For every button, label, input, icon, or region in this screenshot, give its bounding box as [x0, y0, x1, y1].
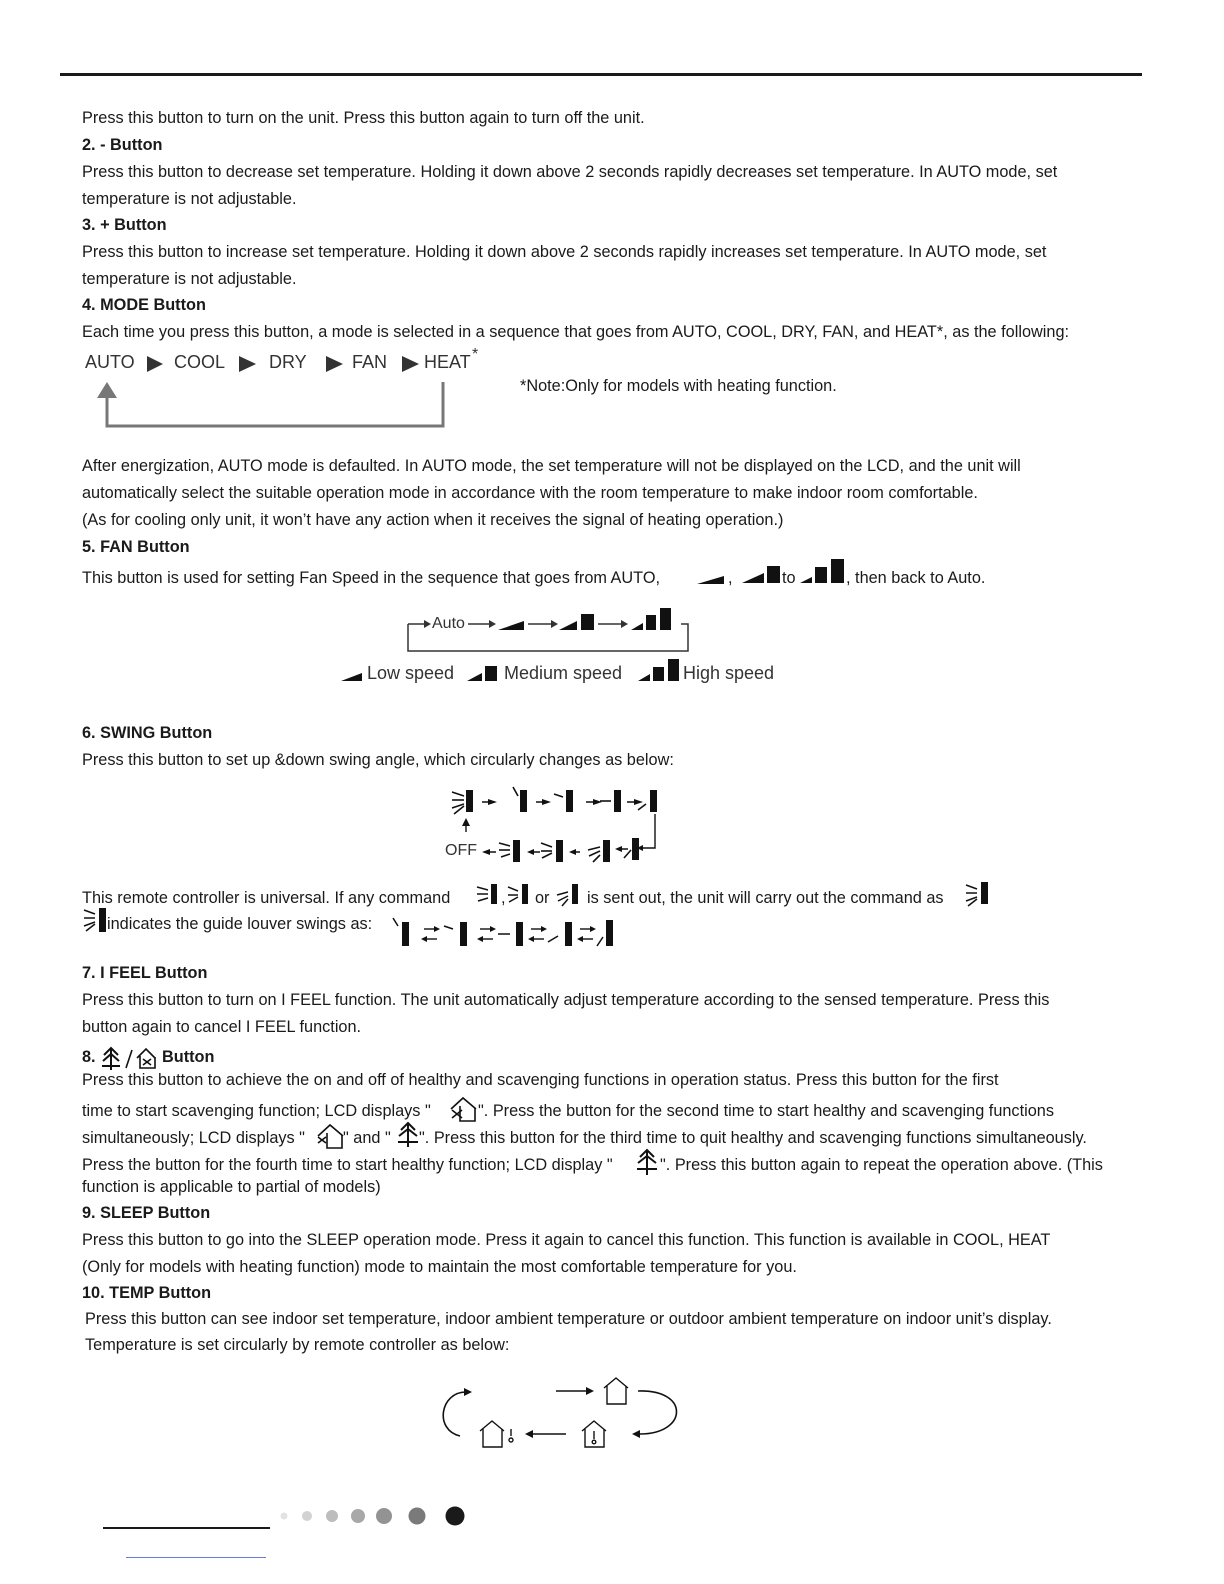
mode-return-line	[107, 382, 443, 426]
footer-rule	[103, 1527, 270, 1529]
louver-pos3-icon	[498, 922, 523, 946]
mode-text-2: After energization, AUTO mode is defaulted. In AUTO mode, the set temperature will not be displayed on the LCD, and the unit will	[82, 457, 1021, 475]
footer-link-rule	[126, 1557, 266, 1558]
health-text-3a: simultaneously; LCD displays "	[82, 1129, 305, 1147]
ifeel-text-2: button again to cancel I FEEL function.	[82, 1018, 362, 1036]
louver-pos1-icon	[393, 918, 409, 946]
page-progress-dots	[276, 1504, 476, 1528]
ifeel-button-heading: 7. I FEEL Button	[82, 964, 208, 982]
cmd-lower-icon	[557, 884, 578, 906]
fan-medium-icon	[742, 566, 780, 583]
mode-arrow-2-icon	[239, 356, 256, 372]
minus-text-2: temperature is not adjustable.	[82, 190, 297, 208]
health-text-2b: ". Press the button for the second time to start healthy and scavenging functions	[478, 1102, 1054, 1120]
temp-text-2: Temperature is set circularly by remote controller as below:	[85, 1336, 510, 1354]
temp-text-1: Press this button can see indoor set temperature, indoor ambient temperature or outdoor ambient temperature on indoor unit’s display.	[85, 1310, 1052, 1328]
sleep-text-1: Press this button to go into the SLEEP operation mode. Press it again to cancel this function. This function is available in COOL, HEAT	[82, 1231, 1051, 1249]
plus-text-2: temperature is not adjustable.	[82, 270, 297, 288]
ifeel-text-1: Press this button to turn on I FEEL function. The unit automatically adjust temperature according to the sensed temperature. Press this	[82, 991, 1050, 1009]
fan-comma: ,	[728, 569, 733, 587]
healthy-tree-icon	[102, 1048, 120, 1070]
louver-pos2-icon	[444, 922, 467, 946]
lcd-scavenging-icon	[451, 1098, 476, 1121]
health-text-4a: Press the button for the fourth time to start healthy function; LCD display "	[82, 1156, 613, 1174]
legend-low-label: Low speed	[367, 663, 455, 683]
louver-pos4-icon	[548, 922, 572, 946]
swing-comma: ,	[501, 889, 506, 907]
mode-cool: COOL	[174, 352, 226, 372]
swing-pos2-icon	[554, 790, 573, 812]
mode-heat: HEAT	[424, 352, 471, 372]
mode-button-heading: 4. MODE Button	[82, 296, 206, 314]
mode-arrow-4-icon	[402, 356, 419, 372]
mode-text-3: automatically select the suitable operation mode in accordance with the room temperature to make indoor room comfortable.	[82, 484, 978, 502]
health-text-1: Press this button to achieve the on and off of healthy and scavenging functions in operation status. Press this button for the first	[82, 1071, 999, 1089]
swing-mid-icon	[499, 840, 520, 862]
health-text-4b: ". Press this button again to repeat the operation above. (This	[660, 1156, 1103, 1174]
cmd-upper-icon	[508, 884, 528, 904]
health-text-3b: " and "	[343, 1129, 391, 1147]
swing-off-label: OFF	[445, 842, 477, 859]
swing-lower-icon	[588, 840, 610, 862]
fan-to: to	[782, 569, 796, 587]
swing-text-1: Press this button to set up &down swing angle, which circularly changes as below:	[82, 751, 674, 769]
fan-high-icon	[800, 559, 844, 583]
health-text-2a: time to start scavenging function; LCD displays "	[82, 1102, 431, 1120]
indoor-temp-house-icon	[582, 1421, 606, 1447]
fan-cycle-auto: Auto	[432, 615, 465, 632]
outdoor-temp-house-icon	[480, 1421, 513, 1447]
swing-upper-icon	[541, 840, 563, 862]
fan-button-heading: 5. FAN Button	[82, 538, 190, 556]
set-temp-house-icon	[604, 1378, 628, 1404]
sleep-text-2: (Only for models with heating function) mode to maintain the most comfortable temperature for you.	[82, 1258, 797, 1276]
sleep-button-heading: 9. SLEEP Button	[82, 1204, 211, 1222]
cycle-medium-icon	[559, 614, 594, 630]
health-button-heading: Button	[162, 1048, 215, 1066]
cmd-full-icon	[966, 882, 988, 906]
minus-text-1: Press this button to decrease set temperature. Holding it down above 2 seconds rapidly decreases set temperature. In AUTO mode, set	[82, 163, 1058, 181]
swing-pos1-icon	[513, 787, 527, 812]
mode-auto: AUTO	[85, 352, 135, 372]
fan-text-1b: , then back to Auto.	[846, 569, 986, 587]
fan-text-1a: This button is used for setting Fan Speed in the sequence that goes from AUTO,	[82, 569, 661, 587]
cmd-mid-icon	[477, 884, 497, 904]
lcd-healthy-tree-icon	[637, 1150, 657, 1175]
cycle-low-icon	[498, 621, 524, 630]
plus-button-heading: 3. + Button	[82, 216, 167, 234]
lcd-both-house-icon	[318, 1125, 343, 1148]
mode-fan: FAN	[352, 352, 388, 372]
swing-text-3: indicates the guide louver swings as:	[107, 915, 373, 933]
fan-low-icon	[697, 576, 724, 584]
louver-pos5-icon	[597, 920, 613, 946]
swing-down-icon	[624, 838, 639, 860]
mode-text-1: Each time you press this button, a mode is selected in a sequence that goes from AUTO, COOL, DRY, FAN, and HEAT*, as the following:	[82, 323, 1070, 341]
minus-button-heading: 2. - Button	[82, 136, 163, 154]
legend-medium-icon	[467, 666, 497, 681]
mode-arrow-3-icon	[326, 356, 343, 372]
mode-dry: DRY	[269, 352, 307, 372]
lcd-both-tree-icon	[398, 1123, 418, 1147]
louver-full-icon	[84, 908, 106, 932]
legend-high-icon	[638, 659, 679, 681]
health-button-num: 8.	[82, 1048, 96, 1066]
power-text: Press this button to turn on the unit. Press this button again to turn off the unit.	[82, 109, 645, 127]
swing-pos3-icon	[600, 790, 621, 812]
cycle-high-icon	[631, 608, 671, 630]
legend-low-icon	[341, 673, 362, 681]
health-text-3c: ". Press this button for the third time to quit healthy and scavenging functions simultaneously.	[419, 1129, 1087, 1147]
mode-heat-star: *	[472, 346, 479, 363]
swing-or: or	[535, 889, 550, 907]
swing-full-icon	[452, 790, 473, 814]
legend-high-label: High speed	[683, 663, 775, 683]
swing-text-2a: This remote controller is universal. If any command	[82, 889, 451, 907]
scavenging-house-icon	[137, 1049, 155, 1068]
mode-note: *Note:Only for models with heating function.	[520, 377, 837, 395]
swing-pos4-icon	[638, 790, 657, 812]
mode-return-arrow-icon	[97, 382, 117, 398]
legend-medium-label: Medium speed	[504, 663, 623, 683]
temp-button-heading: 10. TEMP Button	[82, 1284, 212, 1302]
swing-button-heading: 6. SWING Button	[82, 724, 213, 742]
plus-text-1: Press this button to increase set temperature. Holding it down above 2 seconds rapidly increases set temperature. In AUTO mode, set	[82, 243, 1047, 261]
health-text-5: function is applicable to partial of models)	[82, 1178, 381, 1196]
mode-arrow-1-icon	[147, 356, 163, 372]
swing-text-2b: is sent out, the unit will carry out the command as	[587, 889, 944, 907]
mode-text-4: (As for cooling only unit, it won’t have any action when it receives the signal of heating operation.)	[82, 511, 784, 529]
header-rule	[60, 73, 1142, 76]
